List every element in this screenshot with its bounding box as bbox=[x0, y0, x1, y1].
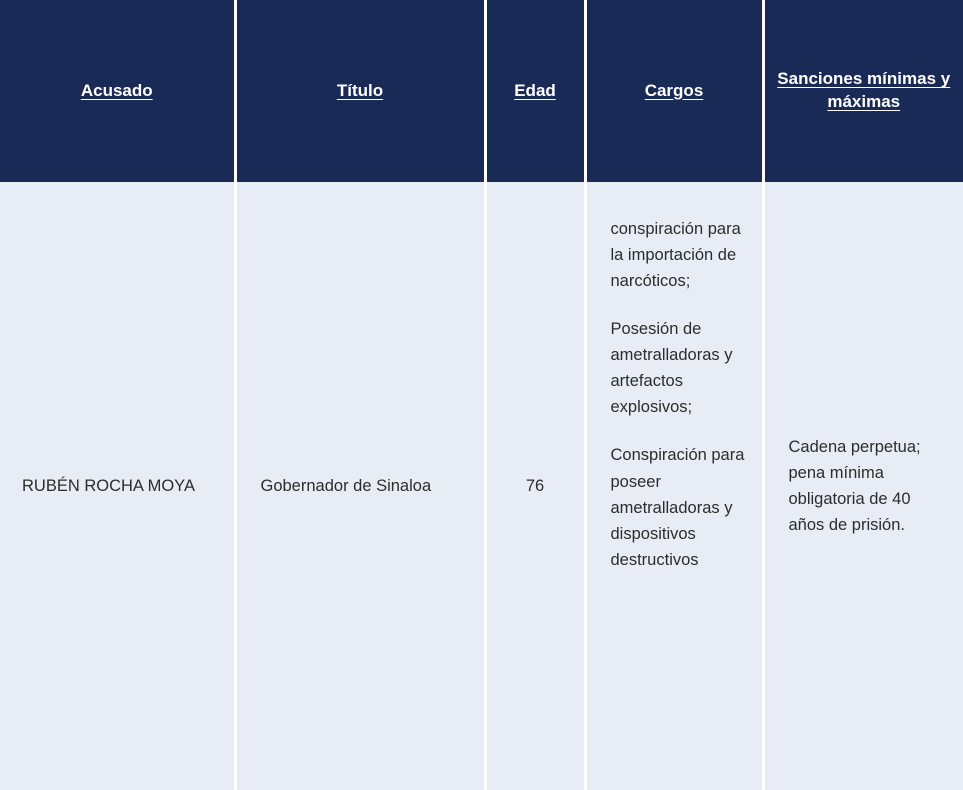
column-header-penalties bbox=[763, 0, 963, 182]
table-body bbox=[0, 182, 963, 790]
charge-item: conspiración para la importación de narcóticos; bbox=[610, 220, 741, 291]
column-header-accused bbox=[0, 0, 235, 182]
cell-title: Gobernador de Sinaloa bbox=[235, 182, 485, 790]
column-header-age-label: Edad bbox=[514, 80, 556, 100]
table-row bbox=[0, 182, 963, 790]
cell-age: 76 bbox=[485, 182, 585, 790]
table-header-row bbox=[0, 0, 963, 182]
column-header-penalties-label: Sanciones mínimas y máximas bbox=[777, 69, 951, 111]
column-header-charges-label: Cargos bbox=[644, 80, 704, 100]
column-header-title bbox=[235, 0, 485, 182]
column-header-accused-label: Acusado bbox=[80, 80, 153, 100]
cell-charges bbox=[585, 182, 763, 790]
column-header-title-label: Título bbox=[336, 80, 384, 100]
table-header bbox=[0, 0, 963, 182]
cell-penalties: Cadena perpetua; pena mínima obligatoria de 40 años de prisión. bbox=[763, 182, 963, 790]
column-header-charges bbox=[585, 0, 763, 182]
charge-item: Conspiración para poseer ametralladoras y dispositivos destructivos bbox=[610, 446, 745, 569]
column-header-age bbox=[485, 0, 585, 182]
charge-item: Posesión de ametralladoras y artefactos explosivos; bbox=[610, 320, 733, 417]
cell-accused: RUBÉN ROCHA MOYA bbox=[0, 182, 235, 790]
